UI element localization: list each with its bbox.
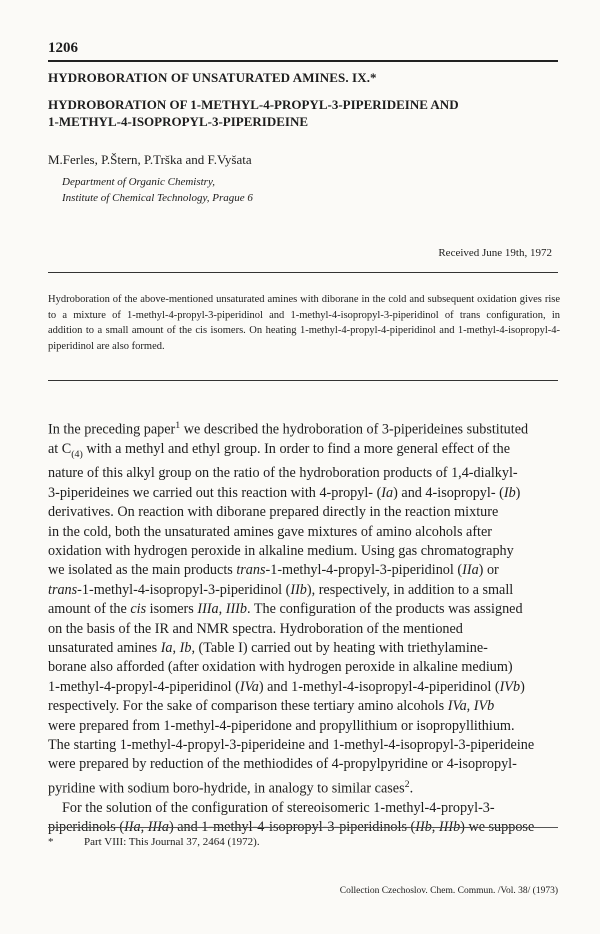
body-line: borane also afforded (after oxidation with hydrogen peroxide in alkaline medium) [48,659,513,676]
body-line: 1-methyl-4-propyl-4-piperidinol (IVa) and 1-methyl-4-isopropyl-4-piperidinol (IVb) [48,678,525,695]
header-rule [48,60,558,62]
body-line: For the solution of the configuration of stereoisomeric 1-methyl-4-propyl-3- [62,800,495,817]
running-footer: Collection Czechoslov. Chem. Commun. /Vol. 38/ (1973) [339,886,558,896]
body-line: were prepared from 1-methyl-4-piperidone and propyllithium or isopropyllithium. [48,717,515,734]
abstract: Hydroboration of the above-mentioned unsaturated amines with diborane in the cold and subsequent oxidation gives rise to a mixture of 1-methyl-4-propyl-3-piperidinol and 1-methyl-4-isopropyl-3-piperidinol of trans configuration, in addition to a small amount of the cis isomers. On heating 1-methyl-4-propyl-4-piperidinol and 1-methyl-4-isopropyl-4-piperidinol are also formed. [48,294,560,352]
affiliation-department: Department of Organic Chemistry, [62,176,215,188]
footnote-text: Part VIII: This Journal 37, 2464 (1972). [84,836,260,848]
body-line: at $C_{(4)}$ with a methyl and ethyl group. In order to find a more general effect of the [48,441,511,460]
abstract-bottom-rule [48,380,558,381]
received-date: Received June 19th, 1972 [438,247,552,259]
body-line: were prepared by reduction of the methiodides of 4-propylpyridine or 4-isopropyl- [48,756,517,773]
body-line: derivatives. On reaction with diborane prepared directly in the reaction mixture [48,504,499,521]
body-line: on the basis of the IR and NMR spectra. Hydroboration of the mentioned [48,620,463,637]
footnote-rule [48,827,558,828]
article-body [48,416,560,838]
authors: M.Ferles, P.Štern, P.Trška and F.Vyšata [48,152,252,167]
affiliation [62,174,253,206]
body-line: 3-piperideines we carried out this reaction with 4-propyl- (Ia) and 4-isopropyl- (Ib) [48,484,521,501]
body-line: In the preceding paper$^1$ we described the hydroboration of 3-piperideines substituted [48,420,529,438]
article-title-line-2: 1-METHYL-4-ISOPROPYL-3-PIPERIDEINE [48,114,309,129]
series-title: HYDROBORATION OF UNSATURATED AMINES. IX.* [48,70,377,85]
body-line: oxidation with hydrogen peroxide in alkaline medium. Using gas chromatography [48,543,514,559]
body-line: pyridine with sodium boro-hydride, in analogy to similar cases$^2$. [48,778,414,797]
body-line: amount of the cis isomers IIIa, IIIb. The configuration of the products was assigned [48,601,523,618]
footnote-mark: * [48,836,54,848]
body-line: The starting 1-methyl-4-propyl-3-piperideine and 1-methyl-4-isopropyl-3-piperideine [48,737,535,754]
footnote [48,836,260,848]
abstract-top-rule [48,272,558,273]
body-line: piperidinols (IIa, IIIa) and 1-methyl-4-isopropyl-3-piperidinols (IIb, IIIb) we suppose [48,819,535,836]
affiliation-institute: Institute of Chemical Technology, Prague 6 [62,192,253,204]
page-number: 1206 [48,40,78,56]
body-line: nature of this alkyl group on the ratio of the hydroboration products of 1,4-dialkyl- [48,465,518,482]
body-line: respectively. For the sake of comparison these tertiary amino alcohols IVa, IVb [48,698,495,715]
article-title-line-1: HYDROBORATION OF 1-METHYL-4-PROPYL-3-PIPERIDEINE AND [48,97,459,112]
body-line: we isolated as the main products trans-1-methyl-4-propyl-3-piperidinol (IIa) or [48,562,499,579]
article-title [48,96,568,130]
body-line: trans-1-methyl-4-isopropyl-3-piperidinol (IIb), respectively, in addition to a small [48,581,514,598]
body-line: unsaturated amines Ia, Ib, (Table I) carried out by heating with triethylamine- [48,640,488,657]
body-line: in the cold, both the unsaturated amines gave mixtures of amino alcohols after [48,523,493,540]
